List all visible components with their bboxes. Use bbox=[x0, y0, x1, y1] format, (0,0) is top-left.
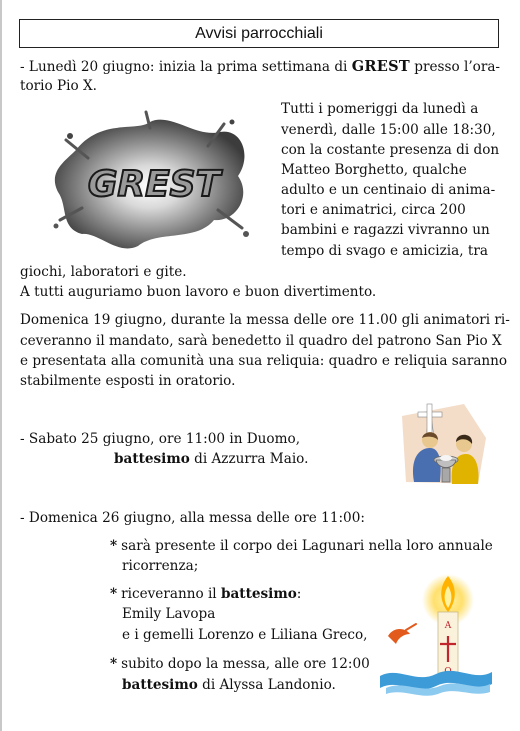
grest-para-line: tempo di svago e amicizia, tra bbox=[281, 243, 488, 259]
svg-text:A: A bbox=[444, 621, 452, 631]
easter-candle-icon bbox=[376, 572, 496, 698]
grest-intro-line2: torio Pio X. bbox=[20, 78, 97, 94]
domenica19-line: e presentata alla comunità una sua reliquia: quadro e reliquia saranno bbox=[20, 353, 508, 369]
page-edge bbox=[0, 0, 2, 731]
domenica26-bullet2-line1: * riceveranno il battesimo: bbox=[110, 586, 302, 602]
grest-logo-icon bbox=[46, 110, 258, 258]
grest-para-line: adulto e un centinaio di anima- bbox=[281, 182, 496, 198]
domenica26-bullet3-line1: * subito dopo la messa, alle ore 12:00 bbox=[110, 656, 370, 672]
domenica19-line: Domenica 19 giugno, durante la messa delle ore 11.00 gli animatori ri- bbox=[20, 312, 510, 328]
grest-para-line: tori e animatrici, circa 200 bbox=[281, 202, 466, 218]
domenica19-line: ceveranno il mandato, sarà benedetto il quadro del patrono San Pio X bbox=[20, 333, 502, 349]
baptism-font-icon bbox=[394, 398, 494, 490]
grest-para-line: Tutti i pomeriggi da lunedì a bbox=[281, 101, 479, 117]
grest-para-line: Matteo Borghetto, qualche bbox=[281, 162, 467, 178]
domenica26-bullet3-line2: battesimo di Alyssa Landonio. bbox=[122, 677, 336, 693]
page-title: Avvisi parrocchiali bbox=[19, 19, 499, 48]
domenica26-bullet1-line1: * sarà presente il corpo dei Lagunari nella loro annuale bbox=[110, 538, 493, 554]
domenica26-bullet1-line2: ricorrenza; bbox=[122, 558, 199, 574]
grest-para-line: con la costante presenza di don bbox=[281, 142, 500, 158]
domenica26-heading: - Domenica 26 giugno, alla messa delle ore 11:00: bbox=[20, 510, 365, 526]
grest-tail-line: A tutti auguriamo buon lavoro e buon divertimento. bbox=[20, 284, 377, 300]
domenica26-bullet2-name2: e i gemelli Lorenzo e Liliana Greco, bbox=[122, 627, 368, 643]
grest-tail-line: giochi, laboratori e gite. bbox=[20, 264, 187, 280]
grest-para-line: bambini e ragazzi vivranno un bbox=[281, 222, 490, 238]
sabato25-line1: - Sabato 25 giugno, ore 11:00 in Duomo, bbox=[20, 431, 301, 447]
grest-intro-line1: - Lunedì 20 giugno: inizia la prima settimana di GREST presso l’ora- bbox=[20, 58, 501, 75]
grest-para-line: venerdì, dalle 15:00 alle 18:30, bbox=[281, 122, 496, 138]
sabato25-line2: battesimo di Azzurra Maio. bbox=[114, 451, 309, 467]
svg-text:GREST: GREST bbox=[87, 164, 221, 205]
domenica26-bullet2-name1: Emily Lavopa bbox=[122, 606, 216, 622]
domenica19-line: stabilmente esposti in oratorio. bbox=[20, 373, 236, 389]
